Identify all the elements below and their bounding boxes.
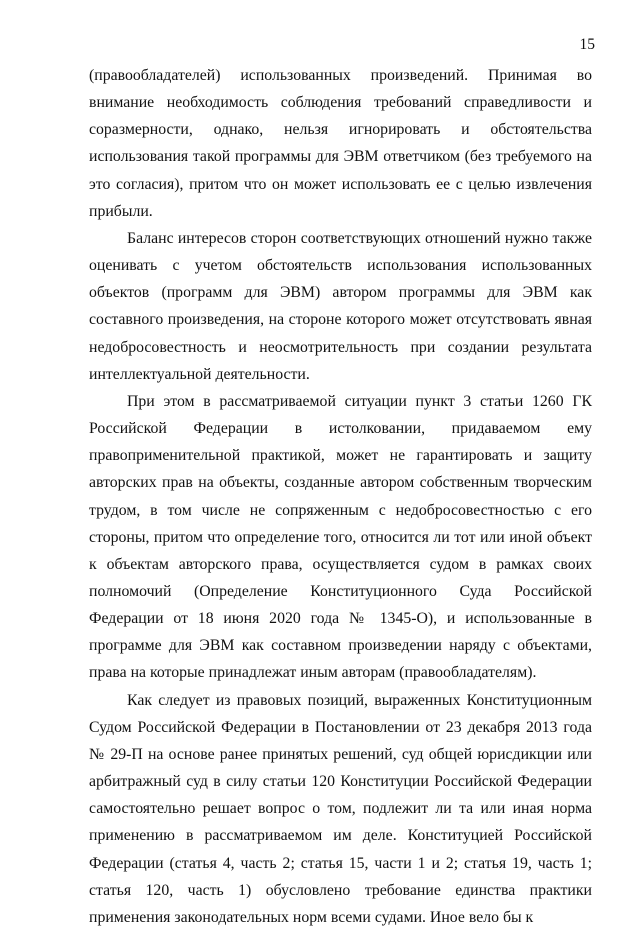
- paragraph-3: При этом в рассматриваемой ситуации пункт 3 статьи 1260 ГК Российской Федерации в истолковании, придаваемом ему правоприменительной практикой, может не гарантировать и защиту авторских прав на объекты, созданные автором собственным творческим трудом, в том числе не сопряженным с недобросовестностью с его стороны, притом что определение того, относится ли тот или иной объект к объектам авторского права, осуществляется судом в рамках своих полномочий (Определение Конституционного Суда Российской Федерации от 18 июня 2020 года № 1345-О), и использованные в программе для ЭВМ как составном произведении наряду с объектами, права на которые принадлежат иным авторам (правообладателям).: [89, 392, 592, 682]
- paragraph-4: Как следует из правовых позиций, выраженных Конституционным Судом Российской Федерации в Постановлении от 23 декабря 2013 года № 29-П на основе ранее принятых решений, суд общей юрисдикции или арбитражный суд в силу статьи 120 Конституции Российской Федерации самостоятельно решает вопрос о том, подлежит ли та или иная норма применению в рассматриваемом им деле. Конституцией Российской Федерации (статья 4, часть 2; статья 15, части 1 и 2; статья 19, часть 1; статья 120, часть 1) обусловлено требование единства практики применения законодательных норм всеми судами. Иное вело бы к: [89, 691, 592, 926]
- document-body: [89, 62, 592, 931]
- page-number: 15: [579, 36, 595, 53]
- paragraph-2: Баланс интересов сторон соответствующих отношений нужно также оценивать с учетом обстоятельств использования использованных объектов (программ для ЭВМ) автором программы для ЭВМ как составного произведения, на стороне которого может отсутствовать явная недобросовестность и неосмотрительность при создании результата интеллектуальной деятельности.: [89, 229, 592, 383]
- paragraph-1: (правообладателей) использованных произведений. Принимая во внимание необходимость соблюдения требований справедливости и соразмерности, однако, нельзя игнорировать и обстоятельства использования такой программы для ЭВМ ответчиком (без требуемого на это согласия), притом что он может использовать ее с целью извлечения прибыли.: [89, 67, 592, 220]
